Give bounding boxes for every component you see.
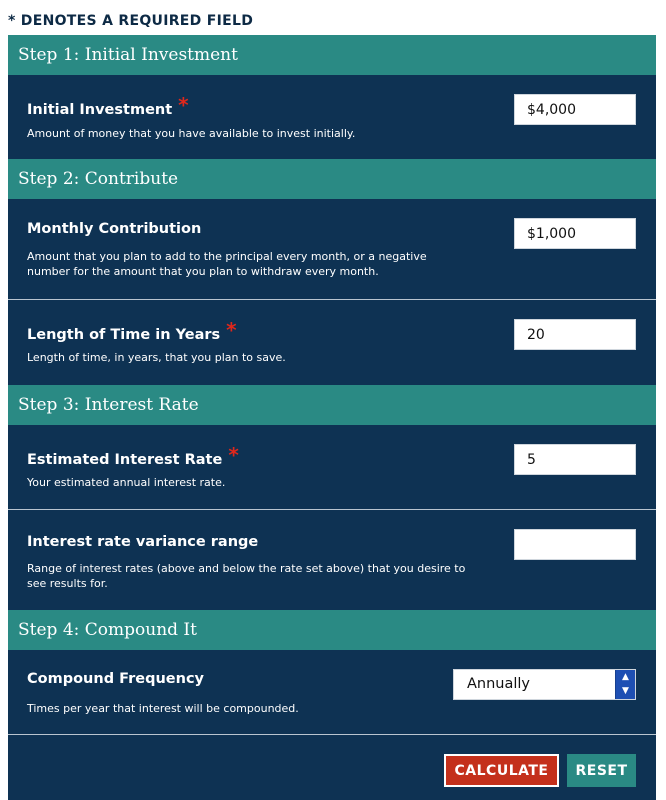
monthly-contribution-label: Monthly Contribution bbox=[27, 221, 202, 237]
variance-range-description: Range of interest rates (above and below the rate set above) that you desire to see results for. bbox=[27, 562, 466, 590]
initial-investment-label: Initial Investment * bbox=[27, 93, 189, 118]
initial-investment-field bbox=[8, 75, 656, 159]
select-stepper[interactable] bbox=[615, 670, 635, 699]
length-of-time-label: Length of Time in Years * bbox=[27, 318, 237, 343]
initial-investment-input[interactable] bbox=[514, 94, 636, 125]
compound-frequency-field bbox=[8, 650, 656, 735]
variance-range-label: Interest rate variance range bbox=[27, 534, 259, 550]
step-1-header: Step 1: Initial Investment bbox=[8, 35, 656, 75]
step-2-header: Step 2: Contribute bbox=[8, 159, 656, 199]
chevron-up-icon[interactable]: ▲ bbox=[622, 672, 629, 682]
reset-button[interactable]: RESET bbox=[567, 754, 636, 787]
required-asterisk: * bbox=[226, 318, 237, 342]
compound-frequency-value: Annually bbox=[467, 676, 531, 692]
interest-rate-label: Estimated Interest Rate * bbox=[27, 443, 239, 468]
length-of-time-field bbox=[8, 300, 656, 385]
length-of-time-input[interactable] bbox=[514, 319, 636, 350]
chevron-down-icon[interactable]: ▼ bbox=[622, 686, 629, 696]
investment-calculator-form bbox=[8, 35, 656, 800]
length-of-time-description: Length of time, in years, that you plan to save. bbox=[27, 351, 286, 364]
step-4-header: Step 4: Compound It bbox=[8, 610, 656, 650]
required-asterisk: * bbox=[228, 443, 239, 467]
interest-rate-description: Your estimated annual interest rate. bbox=[27, 476, 226, 489]
variance-range-input[interactable] bbox=[514, 529, 636, 560]
compound-frequency-label: Compound Frequency bbox=[27, 671, 204, 687]
compound-frequency-description: Times per year that interest will be compounded. bbox=[27, 702, 299, 715]
monthly-contribution-field bbox=[8, 199, 656, 300]
calculate-button[interactable]: CALCULATE bbox=[444, 754, 559, 787]
monthly-contribution-description: Amount that you plan to add to the principal every month, or a negative number for the amount that you plan to withdraw every month. bbox=[27, 250, 427, 278]
monthly-contribution-input[interactable] bbox=[514, 218, 636, 249]
interest-rate-input[interactable] bbox=[514, 444, 636, 475]
interest-rate-field bbox=[8, 425, 656, 510]
compound-frequency-select[interactable] bbox=[453, 669, 636, 700]
required-asterisk: * bbox=[178, 93, 189, 117]
initial-investment-description: Amount of money that you have available to invest initially. bbox=[27, 127, 356, 140]
variance-range-field bbox=[8, 510, 656, 610]
step-3-header: Step 3: Interest Rate bbox=[8, 385, 656, 425]
required-field-note: * DENOTES A REQUIRED FIELD bbox=[8, 13, 254, 29]
